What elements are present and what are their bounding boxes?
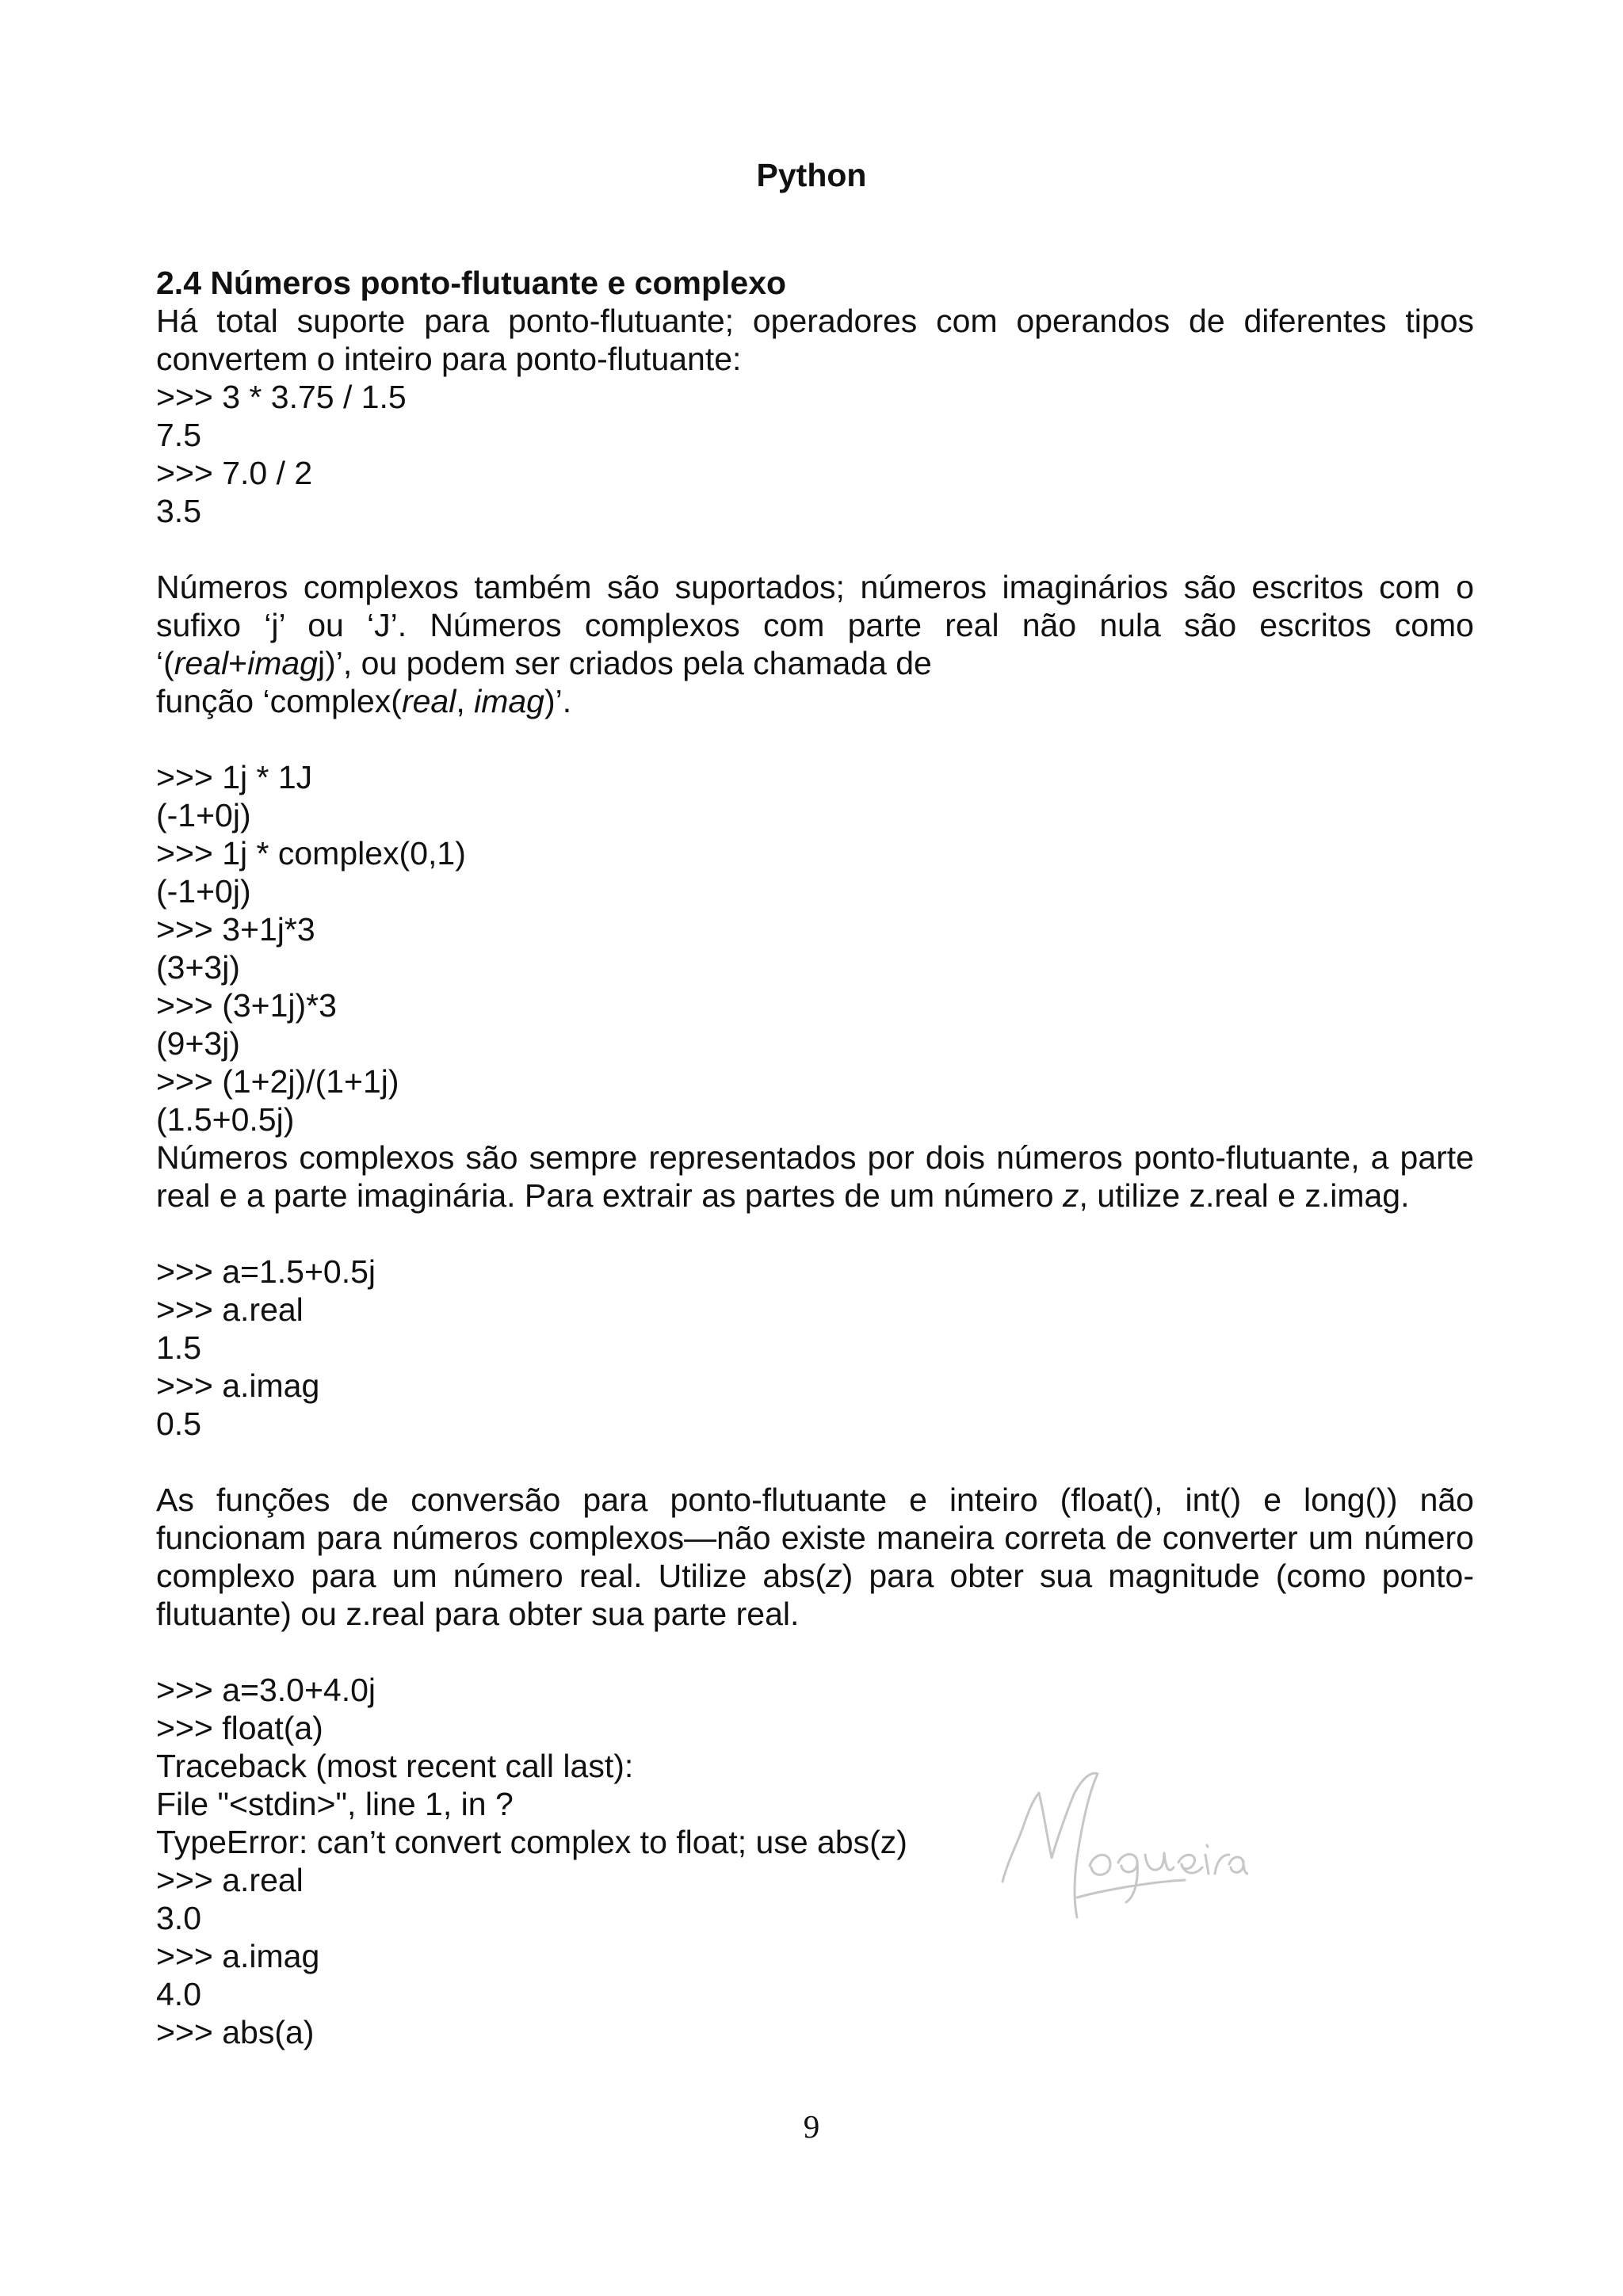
paragraph-line: convertem o inteiro para ponto-flutuante: (156, 341, 742, 377)
italic-z: z (826, 1558, 842, 1594)
code-line: >>> (1+2j)/(1+1j) (156, 1063, 399, 1100)
spacer (156, 530, 1474, 568)
code-line: 0.5 (156, 1405, 201, 1442)
section-content (156, 264, 1474, 2051)
code-line: TypeError: can’t convert complex to float; use abs(z) (156, 1824, 907, 1860)
code-line: >>> 3+1j*3 (156, 911, 315, 948)
text-span: , utilize z.real e z.imag. (1079, 1177, 1410, 1214)
italic-real: real (401, 683, 456, 719)
code-line: >>> a.imag (156, 1367, 320, 1404)
code-line: >>> a=1.5+0.5j (156, 1253, 376, 1290)
paragraph-float-support (156, 302, 1474, 378)
code-block-complex (156, 758, 1474, 1138)
code-line: 7.5 (156, 417, 201, 453)
paragraph-line (156, 682, 1474, 720)
paragraph-line (156, 644, 1474, 682)
code-block-parts (156, 1253, 1474, 1443)
italic-real: real (174, 645, 229, 681)
code-line: 1.5 (156, 1329, 201, 1366)
code-line: >>> abs(a) (156, 2014, 315, 2050)
code-line: (-1+0j) (156, 797, 251, 833)
code-line: >>> 7.0 / 2 (156, 455, 313, 491)
code-line: (1.5+0.5j) (156, 1101, 295, 1138)
spacer (156, 1633, 1474, 1671)
paragraph-line: Números complexos também são suportados; números imaginários são escritos com o (156, 569, 1474, 605)
code-line: 4.0 (156, 1976, 201, 2012)
section-heading: 2.4 Números ponto-flutuante e complexo (156, 265, 787, 301)
text-span: )’. (544, 683, 572, 719)
code-line: Traceback (most recent call last): (156, 1748, 634, 1784)
paragraph-line (156, 1177, 1474, 1215)
text-span: real e a parte imaginária. Para extrair as partes de um número (156, 1177, 1063, 1214)
paragraph-line (156, 1557, 1474, 1595)
signature-watermark (995, 1763, 1248, 1929)
paragraph-line: As funções de conversão para ponto-flutuante e inteiro (float(), int() e long()) não (156, 1482, 1474, 1518)
code-line: 3.5 (156, 493, 201, 529)
code-line: File "<stdin>", line 1, in ? (156, 1786, 514, 1822)
page-number: 9 (803, 2108, 820, 2145)
code-line: (9+3j) (156, 1025, 240, 1062)
code-line: >>> a.real (156, 1862, 304, 1898)
signature-image (995, 1763, 1248, 1929)
paragraph-complex-support (156, 568, 1474, 720)
code-line: >>> a.imag (156, 1938, 320, 1974)
paragraph-line: Há total suporte para ponto-flutuante; operadores com operandos de diferentes tipos (156, 303, 1474, 339)
code-line: >>> 3 * 3.75 / 1.5 (156, 379, 407, 415)
spacer (156, 720, 1474, 758)
text-span: , (456, 683, 475, 719)
code-block-conversion (156, 1671, 1474, 2051)
text-span: função ‘complex( (156, 683, 402, 719)
spacer (156, 1215, 1474, 1253)
spacer (156, 1443, 1474, 1481)
code-block-float (156, 378, 1474, 530)
paragraph-line: flutuante) ou z.real para obter sua parte real. (156, 1596, 800, 1632)
paragraph-line: funcionam para números complexos—não existe maneira correta de converter um número (156, 1520, 1474, 1556)
code-line: >>> 1j * 1J (156, 759, 313, 795)
code-line: >>> (3+1j)*3 (156, 987, 337, 1024)
paragraph-line: Números complexos são sempre representados por dois números ponto-flutuante, a parte (156, 1139, 1474, 1176)
text-span: complexo para um número real. Utilize abs( (156, 1558, 827, 1594)
text-span: + (228, 645, 248, 681)
text-span: ‘( (156, 645, 174, 681)
code-line: (-1+0j) (156, 873, 251, 910)
paragraph-complex-parts (156, 1138, 1474, 1215)
code-line: >>> float(a) (156, 1710, 323, 1746)
code-line: (3+3j) (156, 949, 240, 986)
italic-imag: imag (247, 645, 318, 681)
code-line: >>> a.real (156, 1291, 304, 1328)
italic-z: z (1063, 1177, 1079, 1214)
italic-imag: imag (474, 683, 544, 719)
page-header-title: Python (756, 157, 867, 193)
text-span: ) para obter sua magnitude (como ponto- (842, 1558, 1474, 1594)
code-line: 3.0 (156, 1900, 201, 1936)
paragraph-line: sufixo ‘j’ ou ‘J’. Números complexos com parte real não nula são escritos como (156, 607, 1474, 643)
text-span: j)’, ou podem ser criados pela chamada de (317, 645, 932, 681)
code-line: >>> 1j * complex(0,1) (156, 835, 466, 871)
paragraph-conversion (156, 1481, 1474, 1633)
code-line: >>> a=3.0+4.0j (156, 1672, 376, 1708)
